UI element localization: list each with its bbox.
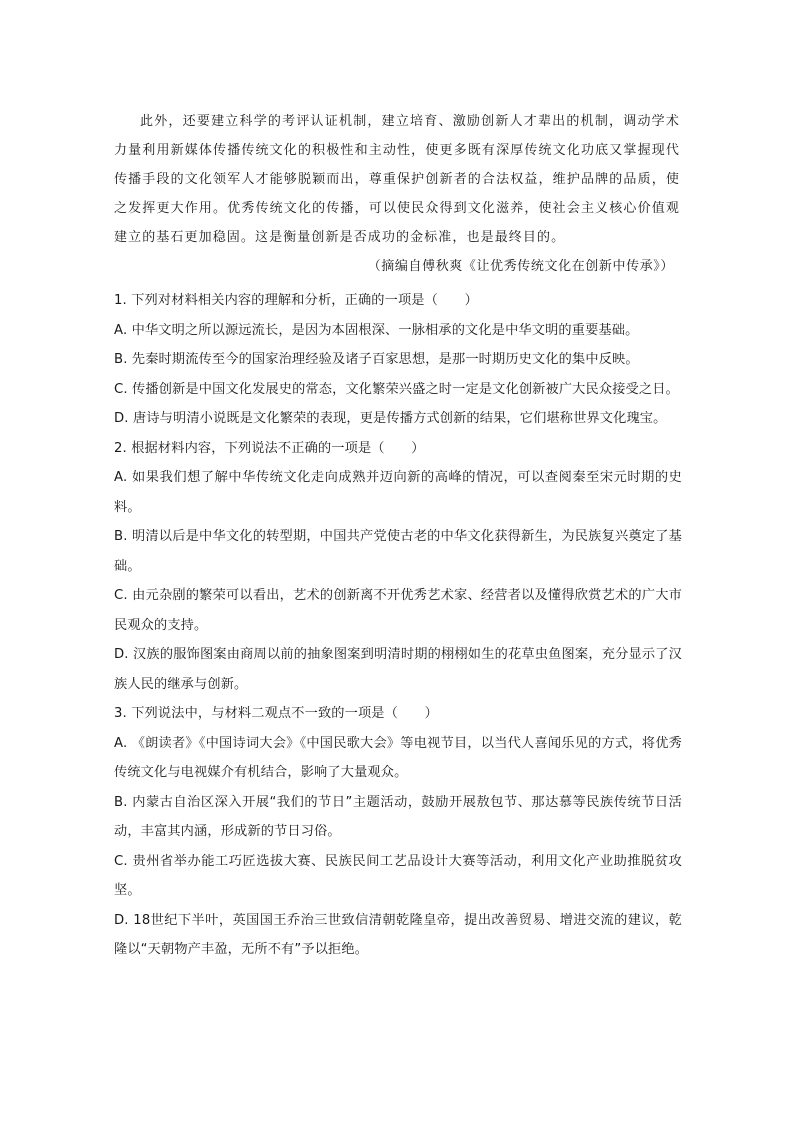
question-stem: 2. 根据材料内容，下列说法不正确的一项是（ ） — [114, 440, 425, 456]
option-b: B. 明清以后是中华文化的转型期，中国共产党使古老的中华文化获得新生，为民族复兴奠定了基础。 — [114, 529, 682, 574]
option-d: D. 18世纪下半叶，英国国王乔治三世致信清朝乾隆皇帝，提出改善贸易、增进交流的建议，乾隆以“天朝物产丰盈，无所不有”予以拒绝。 — [114, 912, 682, 957]
option-d: D. 唐诗与明清小说既是文化繁荣的表现，更是传播方式创新的结果，它们堪称世界文化瑰宝。 — [114, 411, 667, 426]
question-2 — [114, 434, 682, 700]
option-a: A. 如果我们想了解中华传统文化走向成熟并迈向新的高峰的情况，可以查阅秦至宋元时期的史料。 — [114, 470, 682, 515]
question-1 — [114, 286, 682, 434]
question-list — [114, 286, 682, 965]
question-stem: 1. 下列对材料相关内容的理解和分析，正确的一项是（ ） — [114, 293, 478, 308]
option-c: C. 由元杂剧的繁荣可以看出，艺术的创新离不开优秀艺术家、经营者以及懂得欣赏艺术的广大市民观众的支持。 — [114, 588, 682, 633]
option-b: B. 内蒙古自治区深入开展“我们的节日”主题活动，鼓励开展敖包节、那达慕等民族传统节日活动，丰富其内涵，形成新的节日习俗。 — [114, 794, 682, 839]
passage-paragraph: 此外，还要建立科学的考评认证机制，建立培育、激励创新人才辈出的机制，调动学术力量利用新媒体传播传统文化的积极性和主动性，使更多既有深厚传统文化功底又掌握现代传播手段的文化领军人才能够脱颖而出，尊重保护创新者的合法权益，维护品牌的品质，使之发挥更大作用。优秀传统文化的传播，可以使民众得到文化滋养，使社会主义核心价值观建立的基石更加稳固。这是衡量创新是否成功的金标准，也是最终目的。 — [114, 114, 680, 245]
option-b: B. 先秦时期流传至今的国家治理经验及诸子百家思想，是那一时期历史文化的集中反映。 — [114, 352, 639, 367]
option-a: A. 《朗读者》《中国诗词大会》《中国民歌大会》等电视节目，以当代人喜闻乐见的方式，将优秀传统文化与电视媒介有机结合，影响了大量观众。 — [114, 735, 682, 780]
option-d: D. 汉族的服饰图案由商周以前的抽象图案到明清时期的栩栩如生的花草虫鱼图案，充分显示了汉族人民的继承与创新。 — [114, 647, 682, 692]
question-3 — [114, 699, 682, 965]
option-a: A. 中华文明之所以源远流长，是因为本固根深、一脉相承的文化是中华文明的重要基础。 — [114, 322, 639, 338]
option-c: C. 贵州省举办能工巧匠选拔大赛、民族民间工艺品设计大赛等活动，利用文化产业助推脱贫攻坚。 — [114, 853, 682, 898]
passage-source: （摘编自傅秋爽《让优秀传统文化在创新中传承》） — [367, 259, 674, 274]
option-c: C. 传播创新是中国文化发展史的常态，文化繁荣兴盛之时一定是文化创新被广大民众接受之日。 — [114, 381, 679, 397]
question-stem: 3. 下列说法中，与材料二观点不一致的一项是（ ） — [114, 706, 438, 721]
